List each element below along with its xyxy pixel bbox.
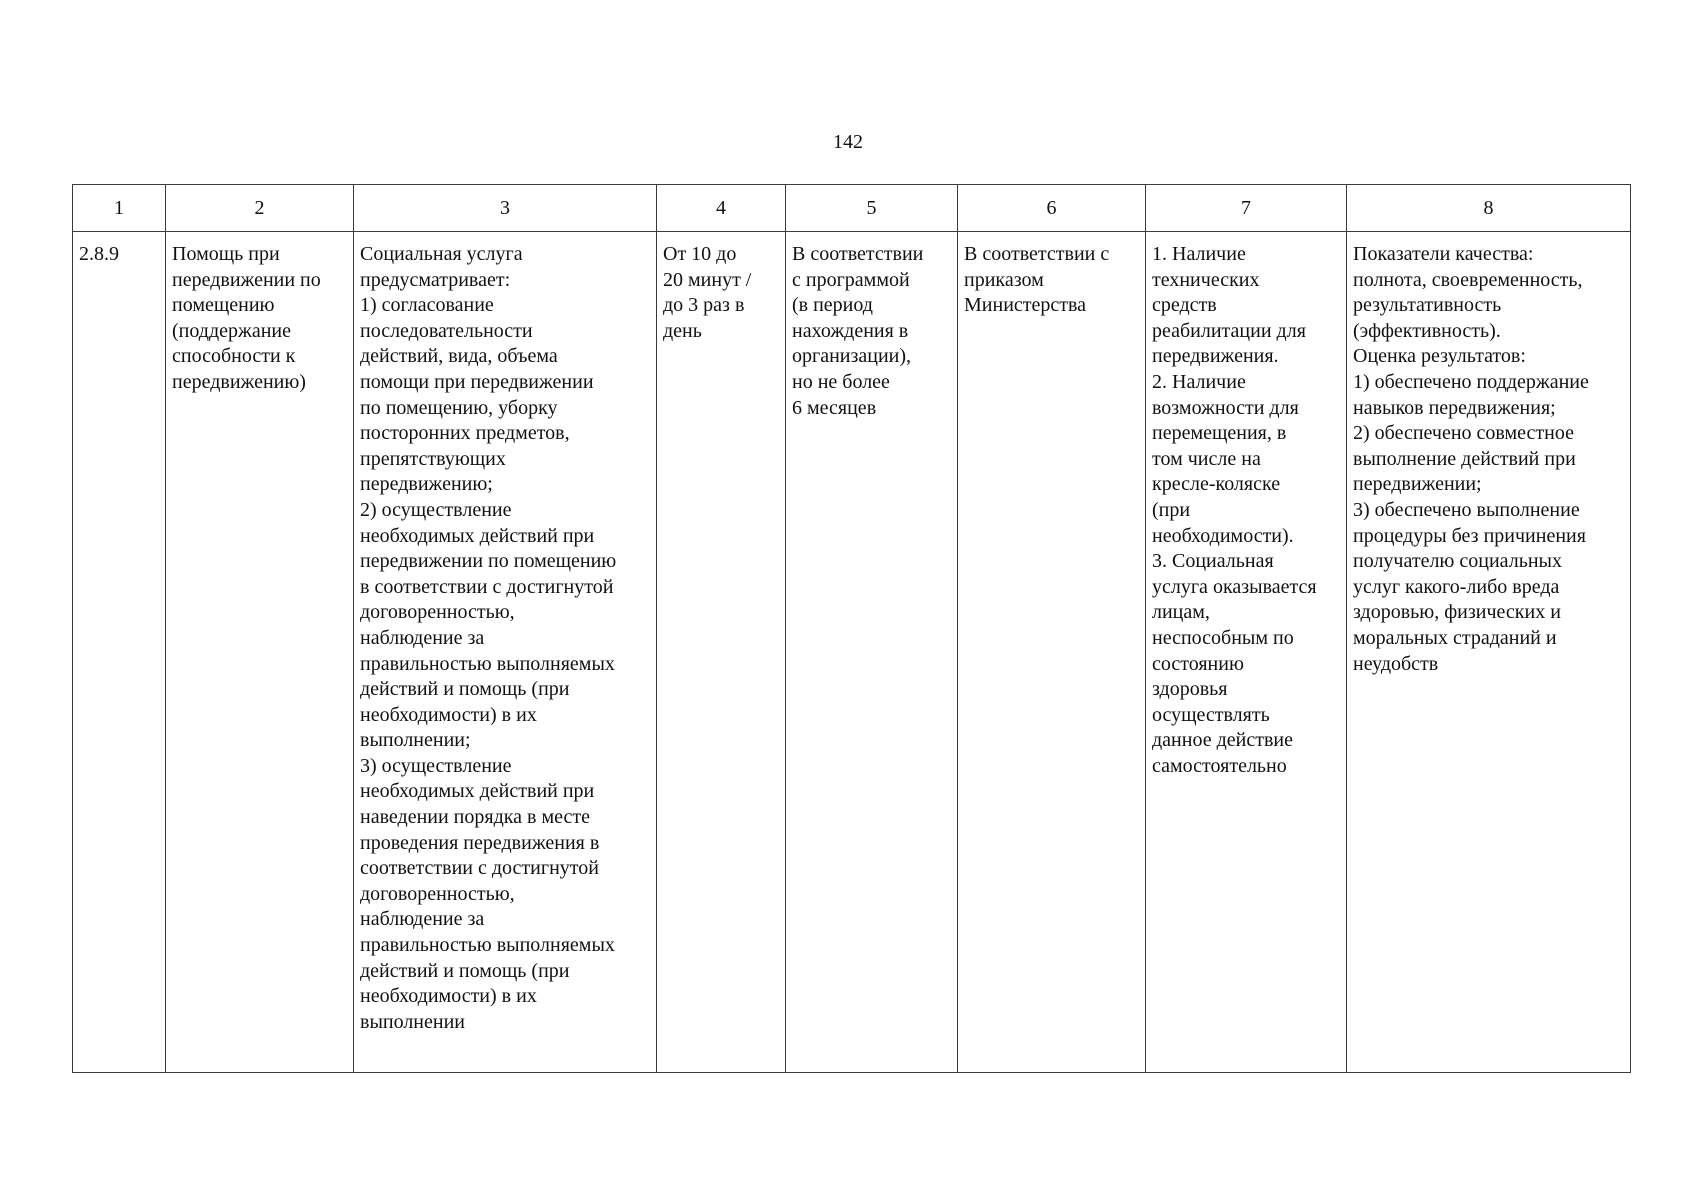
column-header-3: 3	[354, 185, 657, 232]
page-number: 142	[833, 131, 863, 153]
service-term-cell	[786, 232, 958, 1073]
service-code-cell	[73, 232, 166, 1073]
service-duration: От 10 до 20 минут / до 3 раз в день	[663, 243, 752, 342]
service-quality-cell	[1347, 232, 1631, 1073]
service-conditions-cell	[1146, 232, 1347, 1073]
service-tariff-cell	[958, 232, 1146, 1073]
service-name: Помощь при передвижении по помещению (поддержание способности к передвижению)	[172, 243, 321, 393]
table-row	[73, 232, 1631, 1073]
service-tariff: В соответствии с приказом Министерства	[964, 243, 1110, 317]
service-quality: Показатели качества: полнота, своевременность, результативность (эффективность). Оценка результатов: 1) обеспечено поддержание навыков передвижения; 2) обеспечено совместное выполнение действий при передвижении; 3) обеспечено выполнение процедуры без причинения получателю социальных услуг какого-либо вреда здоровью, физических и моральных страданий и неудобств	[1353, 243, 1589, 675]
column-header-1: 1	[73, 185, 166, 232]
column-header-5: 5	[786, 185, 958, 232]
services-table	[72, 184, 1631, 1073]
column-header-7: 7	[1146, 185, 1347, 232]
service-term: В соответствии с программой (в период нахождения в организации), но не более 6 месяцев	[792, 243, 924, 419]
column-header-2: 2	[166, 185, 354, 232]
service-code: 2.8.9	[79, 243, 119, 265]
column-header-8: 8	[1347, 185, 1631, 232]
column-header-4: 4	[657, 185, 786, 232]
table-header-row	[73, 185, 1631, 232]
service-name-cell	[166, 232, 354, 1073]
service-description: Социальная услуга предусматривает: 1) согласование последовательности действий, вида, объема помощи при передвижении по помещению, уборку посторонних предметов, препятствующих передвижению; 2) осуществление необходимых действий при передвижении по помещению в соответствии с достигнутой договоренностью, наблюдение за правильностью выполняемых действий и помощь (при необходимости) в их выполнении; 3) осуществление необходимых действий при наведении порядка в месте проведения передвижения в соответствии с достигнутой договоренностью, наблюдение за правильностью выполняемых действий и помощь (при необходимости) в их выполнении	[360, 243, 617, 1033]
service-conditions: 1. Наличие технических средств реабилитации для передвижения. 2. Наличие возможности для перемещения, в том числе на кресле-коляске (при необходимости). 3. Социальная услуга оказывается лицам, неспособным по состоянию здоровья осуществлять данное действие самостоятельно	[1152, 243, 1317, 777]
service-description-cell	[354, 232, 657, 1073]
service-duration-cell	[657, 232, 786, 1073]
column-header-6: 6	[958, 185, 1146, 232]
